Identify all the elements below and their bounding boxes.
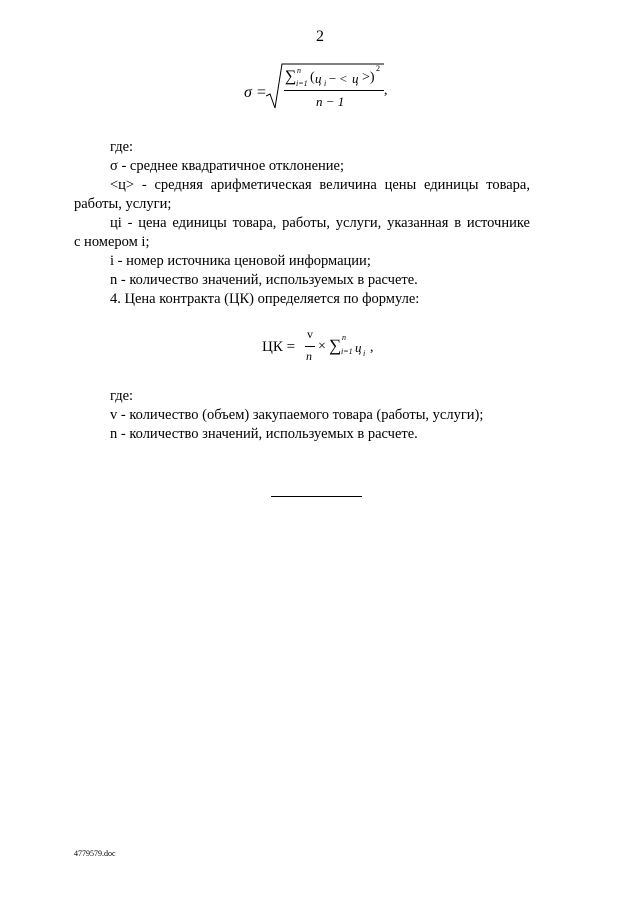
contract-price-formula bbox=[262, 326, 392, 370]
sigma-price: ц bbox=[315, 71, 322, 86]
sigma-lhs: σ = bbox=[244, 84, 267, 101]
def-unit-price bbox=[74, 214, 530, 252]
sigma-minus-lt: − < bbox=[329, 71, 347, 86]
contract-trailing-comma: , bbox=[370, 340, 374, 355]
item-4-heading: 4. Цена контракта (ЦК) определяется по формуле: bbox=[110, 291, 420, 307]
contract-numerator: v bbox=[307, 327, 313, 341]
def-sigma: σ - среднее квадратичное отклонение; bbox=[110, 158, 345, 174]
sigma-paren-open: ( bbox=[310, 70, 315, 85]
sigma-mean-price: ц bbox=[352, 71, 359, 86]
contract-denominator: n bbox=[306, 349, 312, 363]
sigma-sum-upper: n bbox=[297, 66, 301, 75]
contract-lhs: ЦК = bbox=[262, 339, 296, 355]
sigma-formula bbox=[240, 60, 400, 120]
contract-fraction-bar bbox=[305, 346, 315, 347]
where-label-2: где: bbox=[110, 388, 134, 404]
contract-price: ц bbox=[355, 340, 362, 355]
def-unit-price-line1: цi - цена единицы товара, работы, услуги, указанная в источнике bbox=[110, 215, 530, 231]
where-label-1: где: bbox=[110, 139, 134, 155]
def-volume-v: v - количество (объем) закупаемого товара (работы, услуги); bbox=[110, 407, 484, 423]
def-unit-price-line2: с номером i; bbox=[74, 234, 150, 250]
def-mean-price bbox=[74, 176, 530, 214]
def-count-n-2: n - количество значений, используемых в расчете. bbox=[110, 426, 418, 442]
def-mean-price-line2: работы, услуги; bbox=[74, 196, 172, 212]
contract-sum-upper: n bbox=[342, 333, 346, 342]
contract-sum-symbol: ∑ bbox=[329, 336, 342, 355]
def-mean-price-line1: <ц> - средняя арифметическая величина цены единицы товара, bbox=[110, 177, 530, 193]
sigma-denominator: n − 1 bbox=[316, 94, 345, 109]
def-count-n: n - количество значений, используемых в расчете. bbox=[110, 272, 418, 288]
def-index-i: i - номер источника ценовой информации; bbox=[110, 253, 371, 269]
sigma-gt-close: >) bbox=[362, 70, 375, 85]
sigma-price-index: i bbox=[324, 79, 327, 88]
file-name-footer: 4779579.doc bbox=[74, 849, 116, 858]
contract-price-index: i bbox=[363, 349, 366, 358]
sigma-fraction-bar bbox=[284, 90, 384, 91]
sigma-trailing-comma: , bbox=[384, 83, 388, 98]
contract-times: × bbox=[318, 339, 326, 354]
sigma-sum-lower: i=1 bbox=[296, 79, 308, 88]
sigma-exponent: 2 bbox=[376, 64, 380, 73]
contract-sum-lower: i=1 bbox=[341, 347, 353, 356]
page-number: 2 bbox=[316, 28, 324, 45]
separator-line bbox=[271, 496, 362, 497]
sigma-sum-symbol: ∑ bbox=[285, 68, 297, 85]
